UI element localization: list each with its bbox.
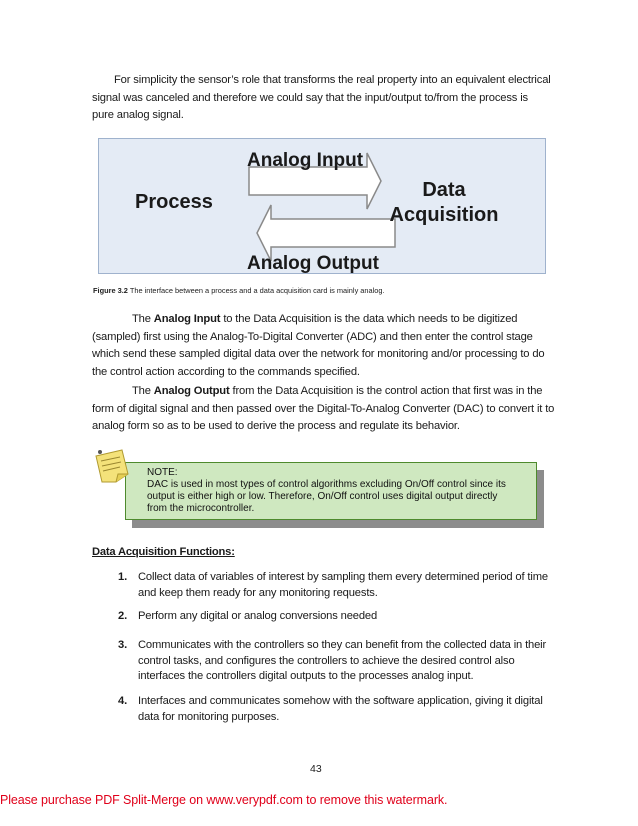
list-item-line: data for monitoring purposes. bbox=[138, 710, 280, 723]
list-item-number: 1. bbox=[118, 571, 128, 583]
list-item-line: Communicates with the controllers so they can benefit from the collected data in their bbox=[138, 639, 547, 651]
list-item-line: Collect data of variables of interest by sampling them every determined period of time bbox=[138, 571, 548, 583]
list-item-line: Interfaces and communicates somehow with the software application, giving it digital bbox=[138, 695, 543, 707]
note-title: NOTE: bbox=[147, 467, 178, 478]
analog-output-paragraph bbox=[92, 383, 555, 436]
analog-input-line-1: The Analog Input to the Data Acquisition is the data which needs to be digitized bbox=[132, 313, 518, 325]
list-item-line: Perform any digital or analog conversions needed bbox=[138, 610, 378, 622]
figure-caption bbox=[93, 286, 385, 295]
analog-output-label: Analog Output bbox=[247, 253, 379, 273]
process-daq-figure bbox=[98, 138, 546, 274]
analog-input-term: Analog Input bbox=[153, 313, 221, 325]
daq-label-line-1: Data bbox=[422, 179, 466, 201]
figure-diagram bbox=[99, 139, 545, 273]
intro-line-1: For simplicity the sensor’s role that transforms the real property into an equivalent electrical bbox=[114, 74, 551, 86]
page-number: 43 bbox=[310, 763, 322, 775]
daq-label-line-2: Acquisition bbox=[389, 204, 499, 226]
analog-output-line-1: The Analog Output from the Data Acquisition is the control action that first was in the bbox=[132, 385, 543, 397]
intro-paragraph bbox=[92, 72, 552, 125]
analog-output-line-2: form of digital signal and then passed over the Digital-To-Analog Converter (DAC) to convert it to bbox=[92, 402, 555, 415]
list-item-line: interfaces the controllers digital outputs to the processes analog input. bbox=[138, 670, 474, 682]
analog-input-line-4: the control action according to the commands specified. bbox=[92, 365, 360, 378]
list-item-line: control tasks, and configures the controllers to achieve the desired control also bbox=[138, 654, 515, 667]
list-item-number: 4. bbox=[118, 695, 128, 707]
list-item-number: 3. bbox=[118, 639, 128, 651]
watermark-text: Please purchase PDF Split-Merge on www.verypdf.com to remove this watermark. bbox=[0, 793, 448, 807]
analog-input-line-2: (sampled) first using the Analog-To-Digital Converter (ADC) and then enter the control stage bbox=[92, 330, 533, 343]
intro-line-3: pure analog signal. bbox=[92, 109, 184, 121]
figure-caption-number: Figure 3.2 bbox=[93, 286, 128, 295]
analog-input-label: Analog Input bbox=[247, 150, 364, 171]
list-item-number: 2. bbox=[118, 610, 128, 622]
analog-output-line-3: analog form so as to be used to derive the process and regulate its behavior. bbox=[92, 420, 460, 432]
sticky-note-icon bbox=[92, 446, 132, 486]
list-item-line: and keep them ready for any monitoring requests. bbox=[138, 586, 378, 599]
note-line-1: DAC is used in most types of control algorithms excluding On/Off control since its bbox=[147, 479, 506, 490]
note-box bbox=[125, 462, 537, 520]
analog-output-term: Analog Output bbox=[153, 385, 230, 397]
process-label: Process bbox=[135, 191, 213, 213]
analog-input-line-3: which send these sampled digital data over the network for monitoring and/or processing to do bbox=[92, 348, 545, 360]
analog-input-paragraph bbox=[92, 311, 552, 381]
section-heading: Data Acquisition Functions: bbox=[92, 546, 235, 558]
intro-line-2: signal was canceled and therefore we could say that the input/output to/from the process is bbox=[92, 91, 528, 104]
note-line-2: output is either high or low. Therefore, On/Off control uses digital output directly bbox=[147, 491, 498, 502]
note-line-3: from the microcontroller. bbox=[147, 503, 255, 514]
figure-caption-text: The interface between a process and a data acquisition card is mainly analog. bbox=[127, 286, 385, 295]
